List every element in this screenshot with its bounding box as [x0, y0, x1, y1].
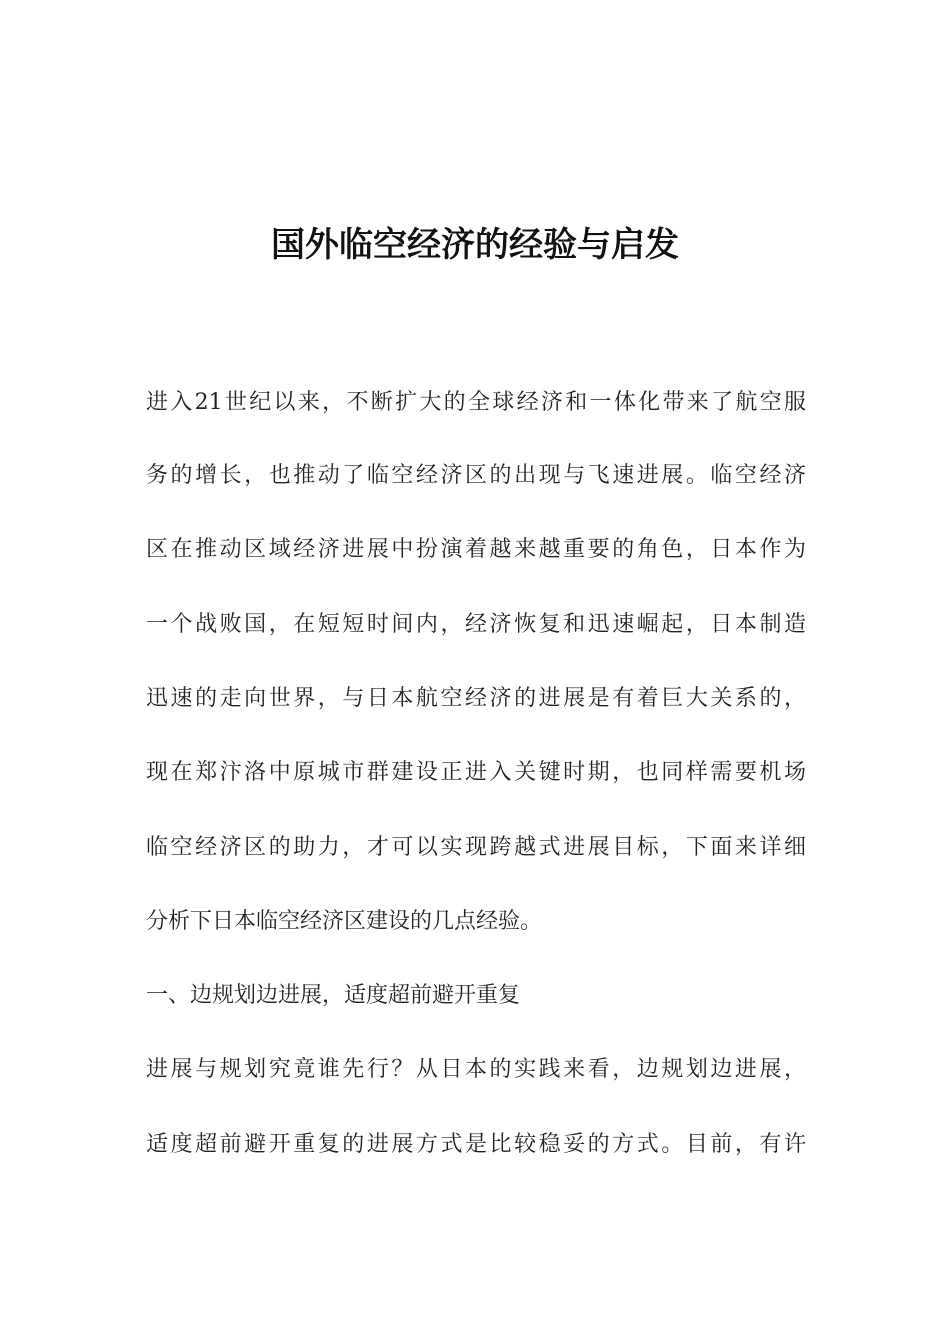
body-line: 现在郑汴洛中原城市群建设正进入关键时期，也同样需要机场 [146, 760, 806, 785]
body-line: 进入21世纪以来，不断扩大的全球经济和一体化带来了航空服 [146, 390, 806, 415]
section-heading: 一、边规划边进展，适度超前避开重复 [146, 983, 521, 1008]
body-line: 分析下日本临空经济区建设的几点经验。 [146, 909, 543, 934]
body-line: 务的增长，也推动了临空经济区的出现与飞速进展。临空经济 [146, 463, 806, 488]
body-line: 适度超前避开重复的进展方式是比较稳妥的方式。目前，有许 [146, 1132, 806, 1157]
body-line: 一个战败国，在短短时间内，经济恢复和迅速崛起，日本制造 [146, 612, 806, 637]
document-title: 国外临空经济的经验与启发 [271, 225, 679, 265]
body-line: 区在推动区域经济进展中扮演着越来越重要的角色，日本作为 [146, 537, 806, 562]
body-line: 临空经济区的助力，才可以实现跨越式进展目标，下面来详细 [146, 835, 806, 860]
body-line: 进展与规划究竟谁先行？从日本的实践来看，边规划边进展， [146, 1057, 806, 1082]
body-line: 迅速的走向世界，与日本航空经济的进展是有着巨大关系的， [146, 686, 806, 711]
